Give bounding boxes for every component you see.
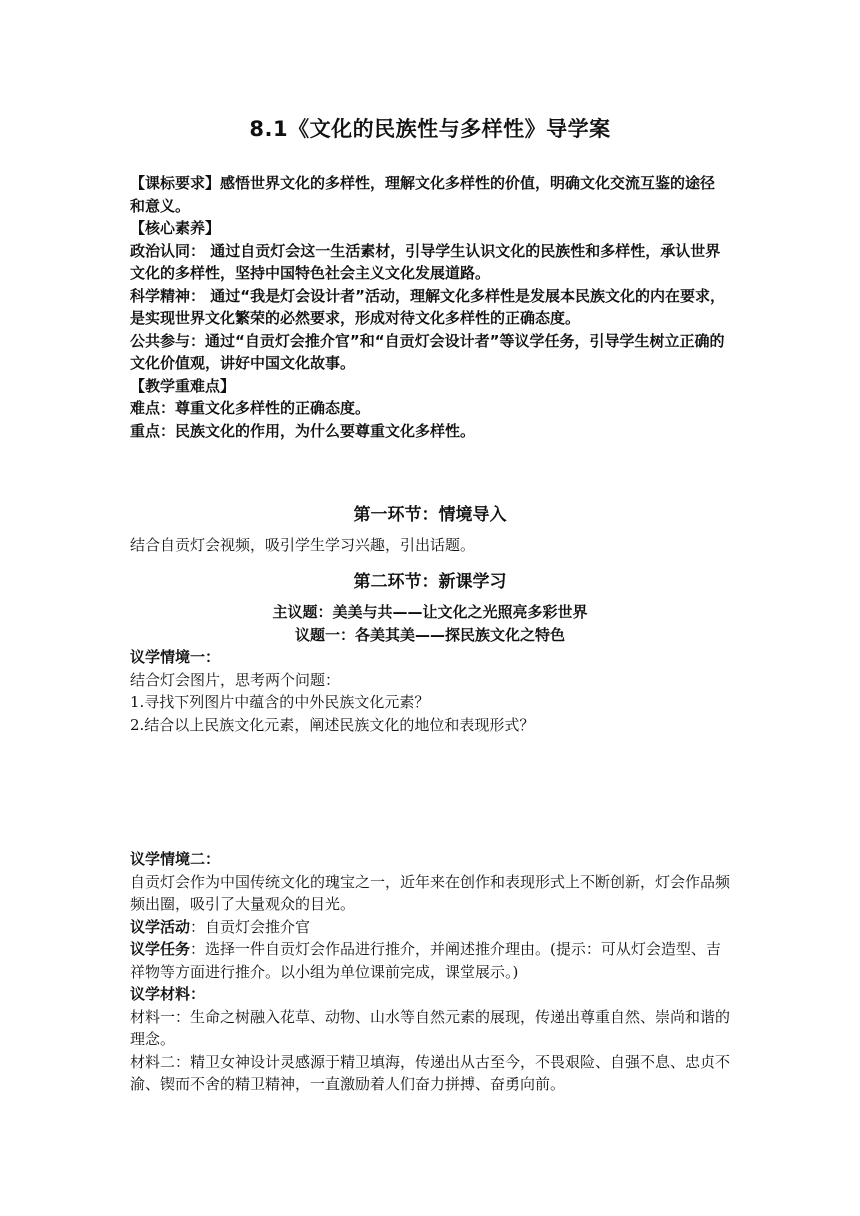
material-one: 材料一：生命之树融入花草、动物、山水等自然元素的展现，传递出尊重自然、崇尚和谐的理念。 [130, 1007, 731, 1048]
intro-section [130, 172, 730, 442]
public-participation-label: 公共参与： [130, 331, 206, 350]
section2-heading: 第二环节：新课学习 [353, 572, 507, 592]
section1-text: 结合自贡灯会视频，吸引学生学习兴趣，引出话题。 [130, 536, 476, 554]
section1-heading: 第一环节：情境导入 [353, 505, 507, 525]
difficult-point: 难点：尊重文化多样性的正确态度。 [130, 399, 371, 417]
scene-one [130, 646, 730, 736]
scene-one-text: 结合灯会图片，思考两个问题： [130, 670, 341, 689]
task [130, 938, 730, 983]
public-participation [130, 330, 730, 375]
curriculum-text: 感悟世界文化的多样性，理解文化多样性的价值，明确文化交流互鉴的途径和意义。 [130, 174, 716, 215]
page-title: 8.1《文化的民族性与多样性》导学案 [249, 117, 611, 141]
topic-one: 议题一：各美其美——探民族文化之特色 [294, 626, 565, 644]
curriculum-requirement [130, 172, 730, 217]
material-label: 议学材料： [130, 985, 206, 1003]
public-participation-text: 通过“自贡灯会推介官”和“自贡灯会设计者”等议学任务，引导学生树立正确的文化价值观，讲好中国文化故事。 [130, 331, 725, 372]
key-difficult-label: 【教学重难点】 [130, 376, 236, 395]
political-identity-text: 通过自贡灯会这一生活素材，引导学生认识文化的民族性和多样性，承认世界文化的多样性，坚持中国特色社会主义文化发展道路。 [130, 241, 721, 282]
main-topic: 主议题：美美与共——让文化之光照亮多彩世界 [272, 603, 588, 621]
curriculum-label: 【课标要求】 [130, 174, 221, 192]
scene-two-text: 自贡灯会作为中国传统文化的瑰宝之一，近年来在创作和表现形式上不断创新，灯会作品频频出圈，吸引了大量观众的目光。 [130, 872, 731, 913]
material-two: 材料二：精卫女神设计灵感源于精卫填海，传递出从古至今，不畏艰险、自强不息、忠贞不渝、锲而不舍的精卫精神，一直激励着人们奋力拼搏、奋勇向前。 [130, 1052, 731, 1093]
scene-two-label: 议学情境二： [130, 850, 221, 868]
task-label: 议学任务 [130, 940, 191, 958]
task-text: ：选择一件自贡灯会作品进行推介，并阐述推介理由。(提示：可从灯会造型、吉祥物等方面进行推介。以小组为单位课前完成，课堂展示。) [130, 940, 721, 981]
scientific-spirit [130, 285, 730, 330]
core-literacy-label: 【核心素养】 [130, 219, 221, 237]
scene-two [130, 848, 730, 1096]
scene-one-label: 议学情境一： [130, 648, 221, 666]
political-identity-label: 政治认同： [130, 241, 206, 260]
activity-text: ：自贡灯会推介官 [190, 917, 311, 936]
key-point: 重点：民族文化的作用，为什么要尊重文化多样性。 [130, 421, 476, 440]
political-identity [130, 240, 730, 285]
activity [130, 916, 730, 939]
question-one: 1.寻找下列图片中蕴含的中外民族文化元素？ [130, 693, 430, 711]
activity-label: 议学活动 [130, 917, 191, 936]
scientific-spirit-label: 科学精神： [130, 286, 206, 305]
question-two: 2.结合以上民族文化元素，阐述民族文化的地位和表现形式？ [130, 715, 535, 734]
scientific-spirit-text: 通过“我是灯会设计者”活动，理解文化多样性是发展本民族文化的内在要求，是实现世界文化繁荣的必然要求，形成对待文化多样性的正确态度。 [130, 286, 725, 327]
